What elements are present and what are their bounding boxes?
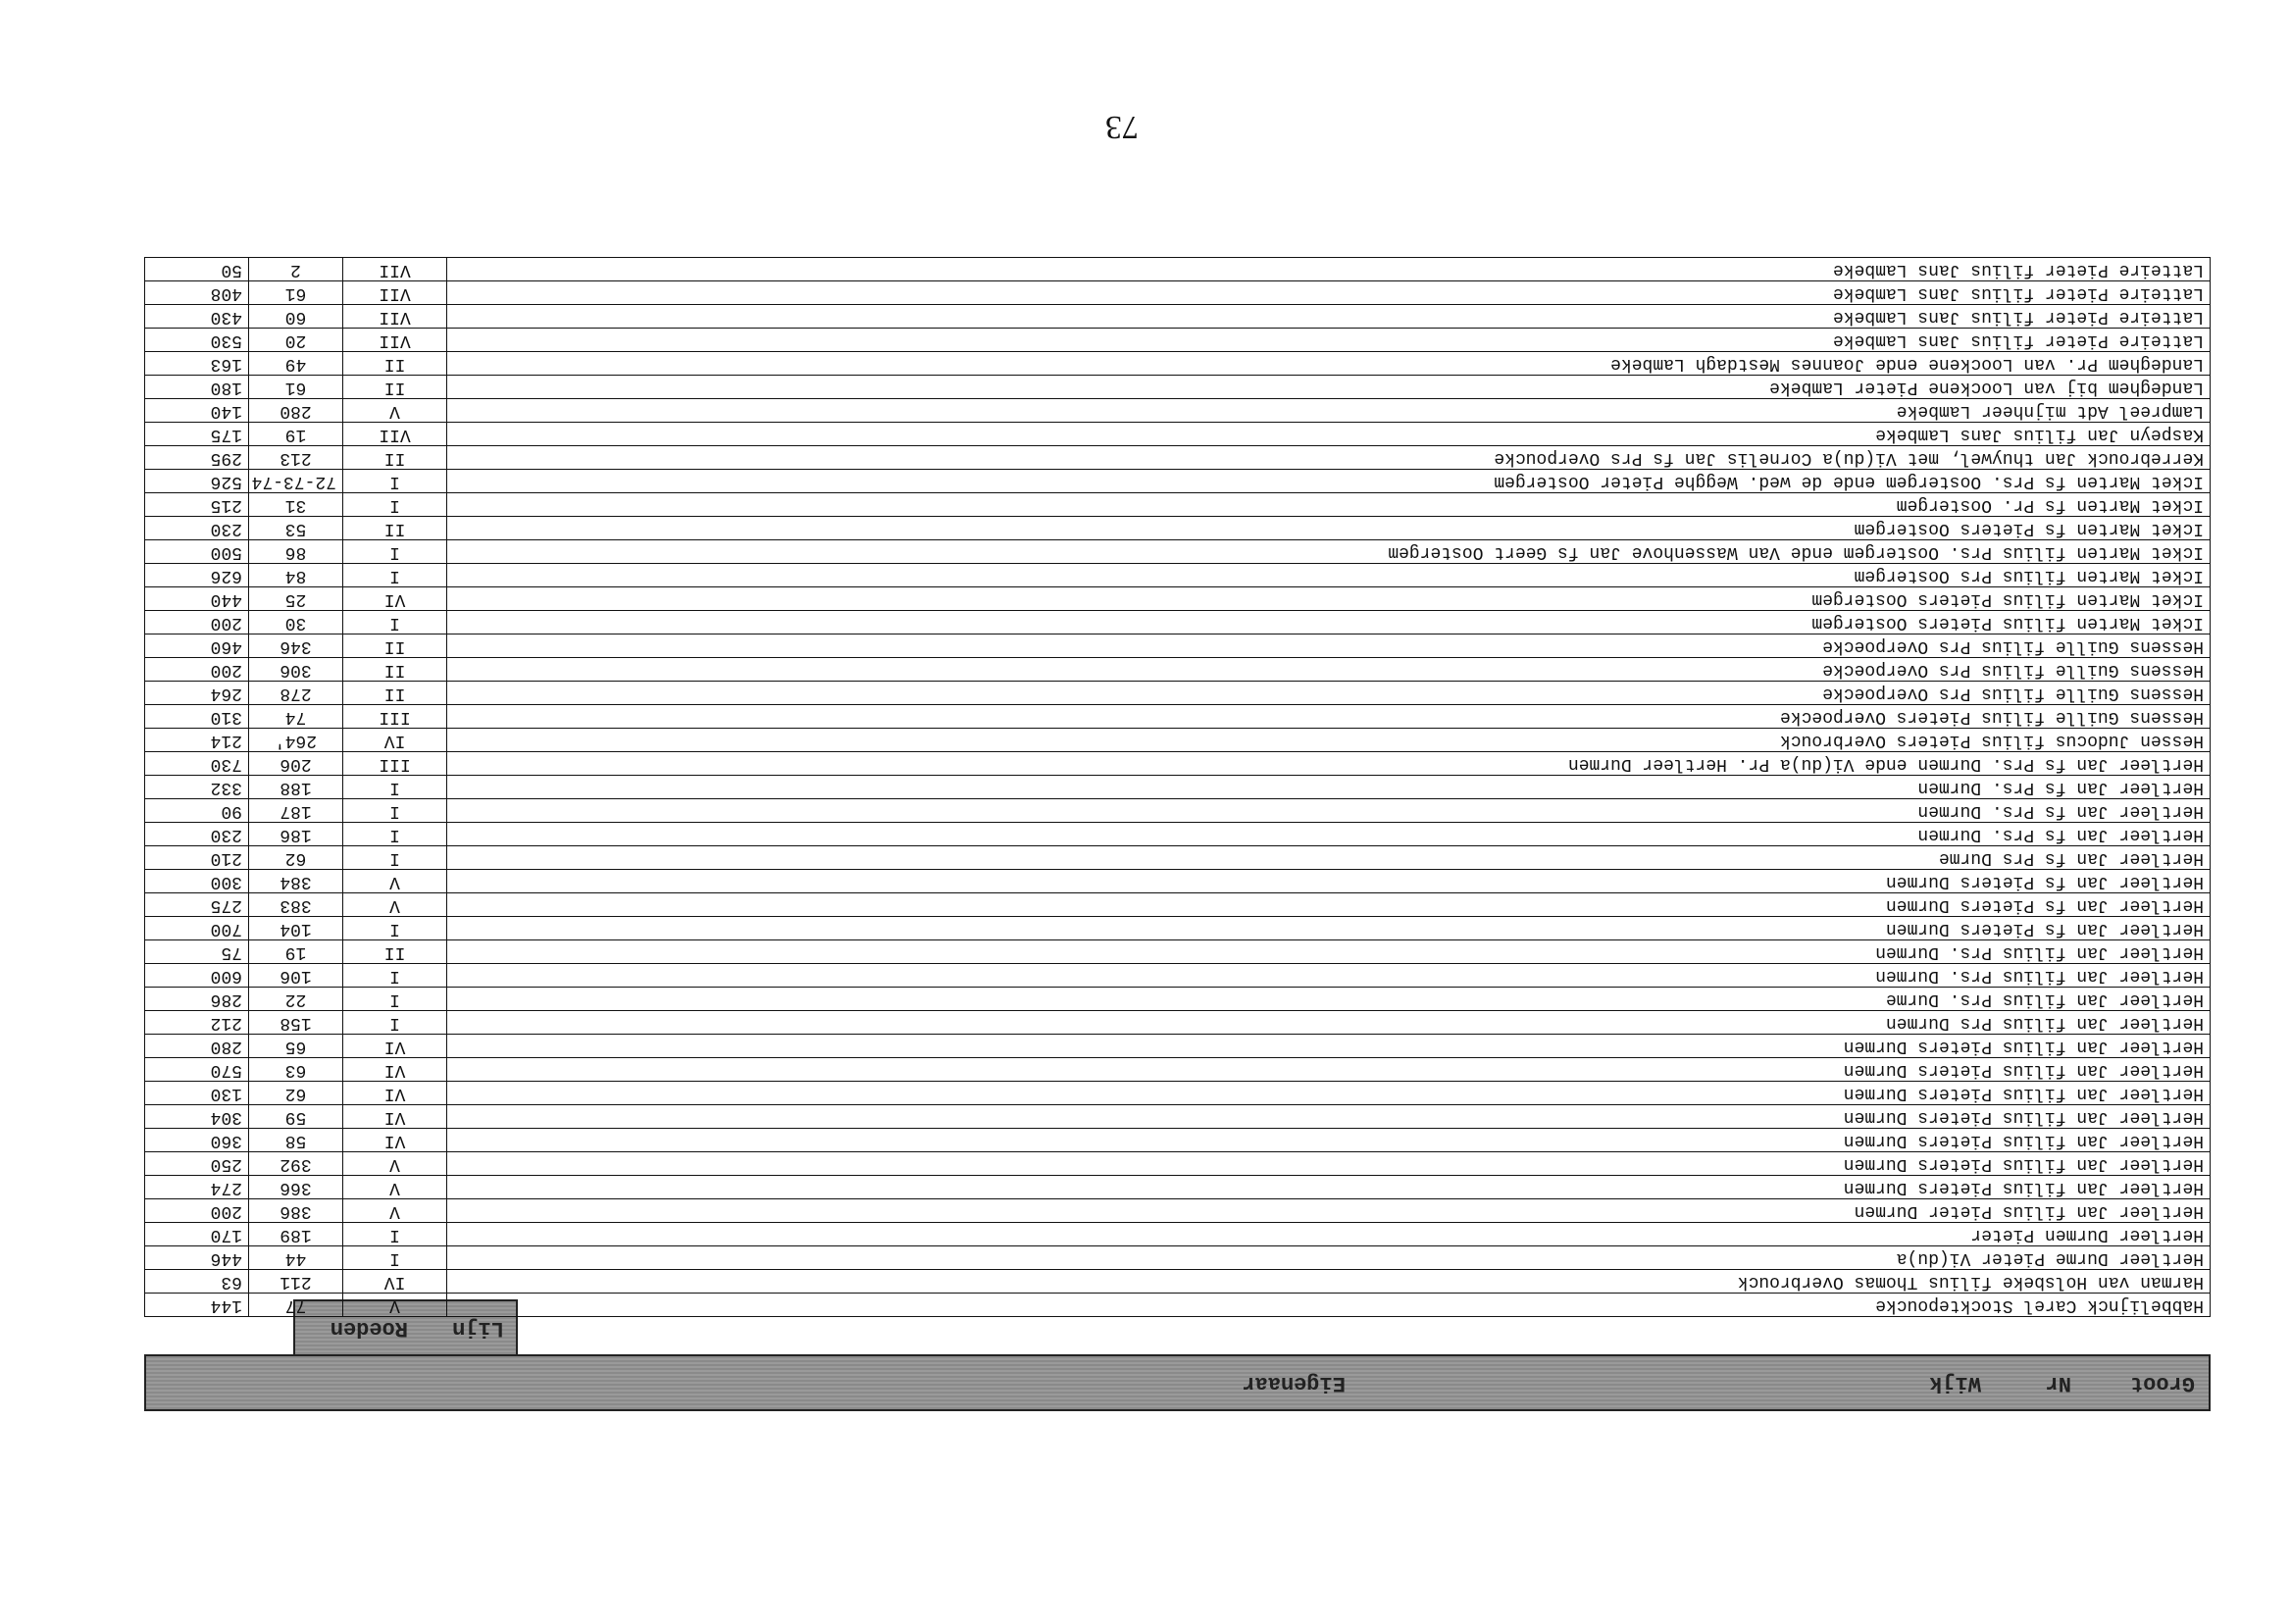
cell-num: 104 xyxy=(249,917,343,940)
cell-val: 163 xyxy=(145,352,249,376)
cell-num: 22 xyxy=(249,988,343,1011)
cell-sect: I xyxy=(343,493,447,517)
cell-name: Icket Marten fs Prs. Oostergem ende de wed. Wegghe Pieter Oostergem xyxy=(447,470,2211,493)
cell-sect: VII xyxy=(343,305,447,329)
cell-name: Hertleer Jan filius Prs. Durmen xyxy=(447,940,2211,964)
cell-name: Hertleer Jan filius Pieters Durmen xyxy=(447,1035,2211,1058)
cell-name: Icket Marten fs Pr. Oostergem xyxy=(447,493,2211,517)
cell-sect: II xyxy=(343,658,447,682)
cell-sect: I xyxy=(343,1011,447,1035)
cell-num: 213 xyxy=(249,446,343,470)
cell-sect: II xyxy=(343,634,447,658)
cell-name: Hertleer Jan fs Prs Durme xyxy=(447,846,2211,870)
cell-name: Landeghem bij van Loockene Pieter Lambeke xyxy=(447,376,2211,399)
cell-num: 25 xyxy=(249,587,343,611)
cell-num: 386 xyxy=(249,1199,343,1223)
table-row xyxy=(145,682,2211,705)
cell-val: 210 xyxy=(145,846,249,870)
cell-num: 2 xyxy=(249,258,343,281)
records-table xyxy=(144,257,2211,1317)
cell-val: 212 xyxy=(145,1011,249,1035)
cell-sect: VII xyxy=(343,281,447,305)
cell-name: Hertleer Jan filius Pieters Durmen xyxy=(447,1105,2211,1129)
cell-sect: I xyxy=(343,564,447,587)
cell-sect: I xyxy=(343,823,447,846)
cell-num: 383 xyxy=(249,893,343,917)
cell-num: 20 xyxy=(249,329,343,352)
table-row xyxy=(145,399,2211,423)
cell-num: 280 xyxy=(249,399,343,423)
header-eigenaar: Eigenaar xyxy=(1242,1371,1346,1396)
cell-num: 206 xyxy=(249,752,343,776)
cell-name: Icket Marten filius Prs Oostergem xyxy=(447,564,2211,587)
table-row xyxy=(145,964,2211,988)
cell-sect: III xyxy=(343,752,447,776)
cell-num: 72-73-74 xyxy=(249,470,343,493)
cell-sect: I xyxy=(343,846,447,870)
cell-num: 86 xyxy=(249,540,343,564)
cell-sect: V xyxy=(343,1199,447,1223)
cell-val: 526 xyxy=(145,470,249,493)
cell-num: 187 xyxy=(249,799,343,823)
cell-num: 278 xyxy=(249,682,343,705)
cell-name: Latteire Pieter filius Jans Lambeke xyxy=(447,258,2211,281)
cell-name: Latteire Pieter filius Jans Lambeke xyxy=(447,305,2211,329)
cell-num: 60 xyxy=(249,305,343,329)
cell-sect: III xyxy=(343,705,447,729)
cell-name: Hessens Guille filius Prs Overpoecke xyxy=(447,634,2211,658)
header-groot: Groot xyxy=(2129,1371,2195,1396)
cell-sect: VI xyxy=(343,587,447,611)
cell-val: 295 xyxy=(145,446,249,470)
cell-val: 90 xyxy=(145,799,249,823)
cell-val: 600 xyxy=(145,964,249,988)
cell-sect: II xyxy=(343,446,447,470)
cell-name: Hertleer Jan filius Pieter Durmen xyxy=(447,1199,2211,1223)
cell-num: 306 xyxy=(249,658,343,682)
cell-val: 304 xyxy=(145,1105,249,1129)
header-sub-lijn: Lijn xyxy=(452,1316,504,1341)
table-row xyxy=(145,1035,2211,1058)
cell-num: 62 xyxy=(249,1082,343,1105)
cell-num: 61 xyxy=(249,281,343,305)
cell-sect: VII xyxy=(343,258,447,281)
cell-val: 230 xyxy=(145,517,249,540)
cell-name: Hertleer Jan fs Prs. Durmen xyxy=(447,776,2211,799)
cell-val: 280 xyxy=(145,1035,249,1058)
table-row xyxy=(145,917,2211,940)
cell-num: 49 xyxy=(249,352,343,376)
header-sub-roeden: Roeden xyxy=(330,1316,408,1341)
table-row xyxy=(145,1270,2211,1294)
cell-name: Hertleer Jan fs Pieters Durmen xyxy=(447,917,2211,940)
cell-val: 180 xyxy=(145,376,249,399)
cell-sect: II xyxy=(343,352,447,376)
cell-sect: VI xyxy=(343,1105,447,1129)
cell-name: Hertleer Jan fs Prs. Durmen xyxy=(447,823,2211,846)
cell-sect: I xyxy=(343,1223,447,1246)
cell-val: 274 xyxy=(145,1176,249,1199)
cell-name: Hertleer Jan fs Prs. Durmen ende Vi(du)a Pr. Hertleer Durmen xyxy=(447,752,2211,776)
table-row xyxy=(145,799,2211,823)
cell-sect: VI xyxy=(343,1129,447,1152)
cell-val: 264 xyxy=(145,682,249,705)
table-row xyxy=(145,893,2211,917)
table-row xyxy=(145,823,2211,846)
column-header-bar xyxy=(144,1354,2211,1411)
cell-num: 392 xyxy=(249,1152,343,1176)
cell-sect: VII xyxy=(343,329,447,352)
cell-sect: I xyxy=(343,611,447,634)
table-row xyxy=(145,376,2211,399)
cell-sect: IV xyxy=(343,1270,447,1294)
cell-name: Lampreel Adt mijnheer Lambeke xyxy=(447,399,2211,423)
cell-sect: II xyxy=(343,682,447,705)
cell-name: Hertleer Jan fs Prs. Durmen xyxy=(447,799,2211,823)
cell-num: 264' xyxy=(249,729,343,752)
cell-val: 446 xyxy=(145,1246,249,1270)
table-row xyxy=(145,352,2211,376)
cell-val: 500 xyxy=(145,540,249,564)
table-row xyxy=(145,1105,2211,1129)
cell-val: 730 xyxy=(145,752,249,776)
cell-name: Hertleer Jan filius Prs. Durme xyxy=(447,988,2211,1011)
cell-val: 200 xyxy=(145,658,249,682)
cell-num: 19 xyxy=(249,423,343,446)
cell-num: 84 xyxy=(249,564,343,587)
cell-num: 366 xyxy=(249,1176,343,1199)
table-row xyxy=(145,329,2211,352)
table-row xyxy=(145,1058,2211,1082)
cell-val: 215 xyxy=(145,493,249,517)
cell-name: Hertleer Jan fs Pieters Durmen xyxy=(447,893,2211,917)
cell-sect: V xyxy=(343,870,447,893)
table-row xyxy=(145,305,2211,329)
cell-num: 53 xyxy=(249,517,343,540)
cell-name: Hessens Guille filius Prs Overpoecke xyxy=(447,682,2211,705)
cell-val: 144 xyxy=(145,1294,249,1317)
cell-val: 626 xyxy=(145,564,249,587)
table-row xyxy=(145,940,2211,964)
cell-name: Latteire Pieter filius Jans Lambeke xyxy=(447,329,2211,352)
cell-num: 61 xyxy=(249,376,343,399)
cell-name: Hertleer Jan filius Prs Durmen xyxy=(447,1011,2211,1035)
cell-num: 63 xyxy=(249,1058,343,1082)
table-row xyxy=(145,1176,2211,1199)
cell-val: 130 xyxy=(145,1082,249,1105)
cell-name: Hertleer Jan filius Prs. Durmen xyxy=(447,964,2211,988)
cell-sect: V xyxy=(343,1176,447,1199)
page-number: 73 xyxy=(1105,109,1139,145)
cell-sect: I xyxy=(343,1246,447,1270)
cell-val: 75 xyxy=(145,940,249,964)
table-row xyxy=(145,1199,2211,1223)
cell-val: 214 xyxy=(145,729,249,752)
cell-num: 384 xyxy=(249,870,343,893)
cell-sect: V xyxy=(343,1294,447,1317)
table-row xyxy=(145,658,2211,682)
cell-name: Icket Marten filius Pieters Oostergem xyxy=(447,611,2211,634)
table-row xyxy=(145,846,2211,870)
table-row xyxy=(145,611,2211,634)
records-body xyxy=(145,258,2211,1317)
table-row xyxy=(145,705,2211,729)
cell-sect: IV xyxy=(343,729,447,752)
cell-sect: VI xyxy=(343,1035,447,1058)
header-wijk: Wijk xyxy=(1929,1371,1981,1396)
cell-num: 189 xyxy=(249,1223,343,1246)
cell-val: 275 xyxy=(145,893,249,917)
cell-name: Icket Marten fs Pieters Oostergem xyxy=(447,517,2211,540)
cell-num: 106 xyxy=(249,964,343,988)
cell-val: 200 xyxy=(145,1199,249,1223)
cell-val: 50 xyxy=(145,258,249,281)
cell-sect: I xyxy=(343,776,447,799)
table-row xyxy=(145,1011,2211,1035)
cell-sect: I xyxy=(343,470,447,493)
cell-val: 332 xyxy=(145,776,249,799)
cell-val: 570 xyxy=(145,1058,249,1082)
cell-num: 59 xyxy=(249,1105,343,1129)
cell-val: 360 xyxy=(145,1129,249,1152)
cell-val: 63 xyxy=(145,1270,249,1294)
cell-val: 286 xyxy=(145,988,249,1011)
cell-name: Hertleer Jan filius Pieters Durmen xyxy=(447,1176,2211,1199)
table-row xyxy=(145,564,2211,587)
cell-val: 170 xyxy=(145,1223,249,1246)
cell-sect: II xyxy=(343,376,447,399)
table-row xyxy=(145,752,2211,776)
cell-name: Kerrebrouck Jan thuywel, met Vi(du)a Cornelis Jan fs Prs Overpoucke xyxy=(447,446,2211,470)
cell-num: 58 xyxy=(249,1129,343,1152)
cell-num: 19 xyxy=(249,940,343,964)
cell-name: Hertleer Durme Pieter Vi(du)a xyxy=(447,1246,2211,1270)
cell-sect: I xyxy=(343,917,447,940)
cell-val: 175 xyxy=(145,423,249,446)
cell-name: Latteire Pieter filius Jans Lambeke xyxy=(447,281,2211,305)
cell-val: 250 xyxy=(145,1152,249,1176)
cell-val: 310 xyxy=(145,705,249,729)
cell-sect: I xyxy=(343,988,447,1011)
header-nr: Nr xyxy=(2045,1371,2071,1396)
cell-num: 188 xyxy=(249,776,343,799)
table-row xyxy=(145,1246,2211,1270)
table-row xyxy=(145,988,2211,1011)
cell-sect: I xyxy=(343,540,447,564)
cell-name: Hessens Guille filius Pieters Overpoecke xyxy=(447,705,2211,729)
cell-name: Habbelijnck Carel Stocktepoucke xyxy=(447,1294,2211,1317)
cell-val: 460 xyxy=(145,634,249,658)
cell-sect: V xyxy=(343,1152,447,1176)
cell-sect: VI xyxy=(343,1082,447,1105)
cell-name: Icket Marten filius Prs. Oostergem ende Van Wassenhove Jan fs Geert Oostergem xyxy=(447,540,2211,564)
table-row xyxy=(145,1152,2211,1176)
cell-num: 77 xyxy=(249,1294,343,1317)
cell-name: Hertleer Jan filius Pieters Durmen xyxy=(447,1129,2211,1152)
table-row xyxy=(145,540,2211,564)
cell-num: 158 xyxy=(249,1011,343,1035)
cell-name: Hessens Guille filius Prs Overpoecke xyxy=(447,658,2211,682)
cell-num: 30 xyxy=(249,611,343,634)
table-row xyxy=(145,258,2211,281)
table-row xyxy=(145,446,2211,470)
cell-name: Hertleer Jan filius Pieters Durmen xyxy=(447,1058,2211,1082)
table-row xyxy=(145,870,2211,893)
cell-sect: V xyxy=(343,893,447,917)
cell-num: 62 xyxy=(249,846,343,870)
cell-name: Hessen Judocus filius Pieters Overbrouck xyxy=(447,729,2211,752)
table-row xyxy=(145,1294,2211,1317)
table-row xyxy=(145,493,2211,517)
cell-num: 44 xyxy=(249,1246,343,1270)
cell-num: 74 xyxy=(249,705,343,729)
cell-sect: II xyxy=(343,517,447,540)
cell-val: 300 xyxy=(145,870,249,893)
table-row xyxy=(145,470,2211,493)
table-row xyxy=(145,634,2211,658)
cell-val: 440 xyxy=(145,587,249,611)
cell-sect: V xyxy=(343,399,447,423)
cell-name: Hertleer Jan fs Pieters Durmen xyxy=(447,870,2211,893)
cell-num: 346 xyxy=(249,634,343,658)
cell-num: 186 xyxy=(249,823,343,846)
cell-sect: I xyxy=(343,964,447,988)
cell-name: Hertleer Jan filius Pieters Durmen xyxy=(447,1152,2211,1176)
cell-name: Harman van Holsbeke filius Thomas Overbrouck xyxy=(447,1270,2211,1294)
cell-num: 211 xyxy=(249,1270,343,1294)
cell-val: 230 xyxy=(145,823,249,846)
cell-sect: I xyxy=(343,799,447,823)
cell-val: 530 xyxy=(145,329,249,352)
cell-sect: II xyxy=(343,940,447,964)
cell-name: Hertleer Durmen Pieter xyxy=(447,1223,2211,1246)
cell-val: 700 xyxy=(145,917,249,940)
table-row xyxy=(145,281,2211,305)
cell-sect: VII xyxy=(343,423,447,446)
table-row xyxy=(145,423,2211,446)
table-row xyxy=(145,776,2211,799)
cell-name: Kaspeyn Jan filius Jans Lambeke xyxy=(447,423,2211,446)
cell-num: 65 xyxy=(249,1035,343,1058)
table-row xyxy=(145,729,2211,752)
cell-name: Hertleer Jan filius Pieters Durmen xyxy=(447,1082,2211,1105)
table-row xyxy=(145,1223,2211,1246)
cell-val: 430 xyxy=(145,305,249,329)
cell-name: Icket Marten filius Pieters Oostergem xyxy=(447,587,2211,611)
table-row xyxy=(145,1129,2211,1152)
cell-name: Landeghem Pr. van Loockene ende Joannes Mestdagh Lambeke xyxy=(447,352,2211,376)
table-row xyxy=(145,1082,2211,1105)
cell-val: 408 xyxy=(145,281,249,305)
table-row xyxy=(145,587,2211,611)
cell-val: 140 xyxy=(145,399,249,423)
cell-val: 200 xyxy=(145,611,249,634)
cell-sect: VI xyxy=(343,1058,447,1082)
cell-num: 31 xyxy=(249,493,343,517)
table-row xyxy=(145,517,2211,540)
